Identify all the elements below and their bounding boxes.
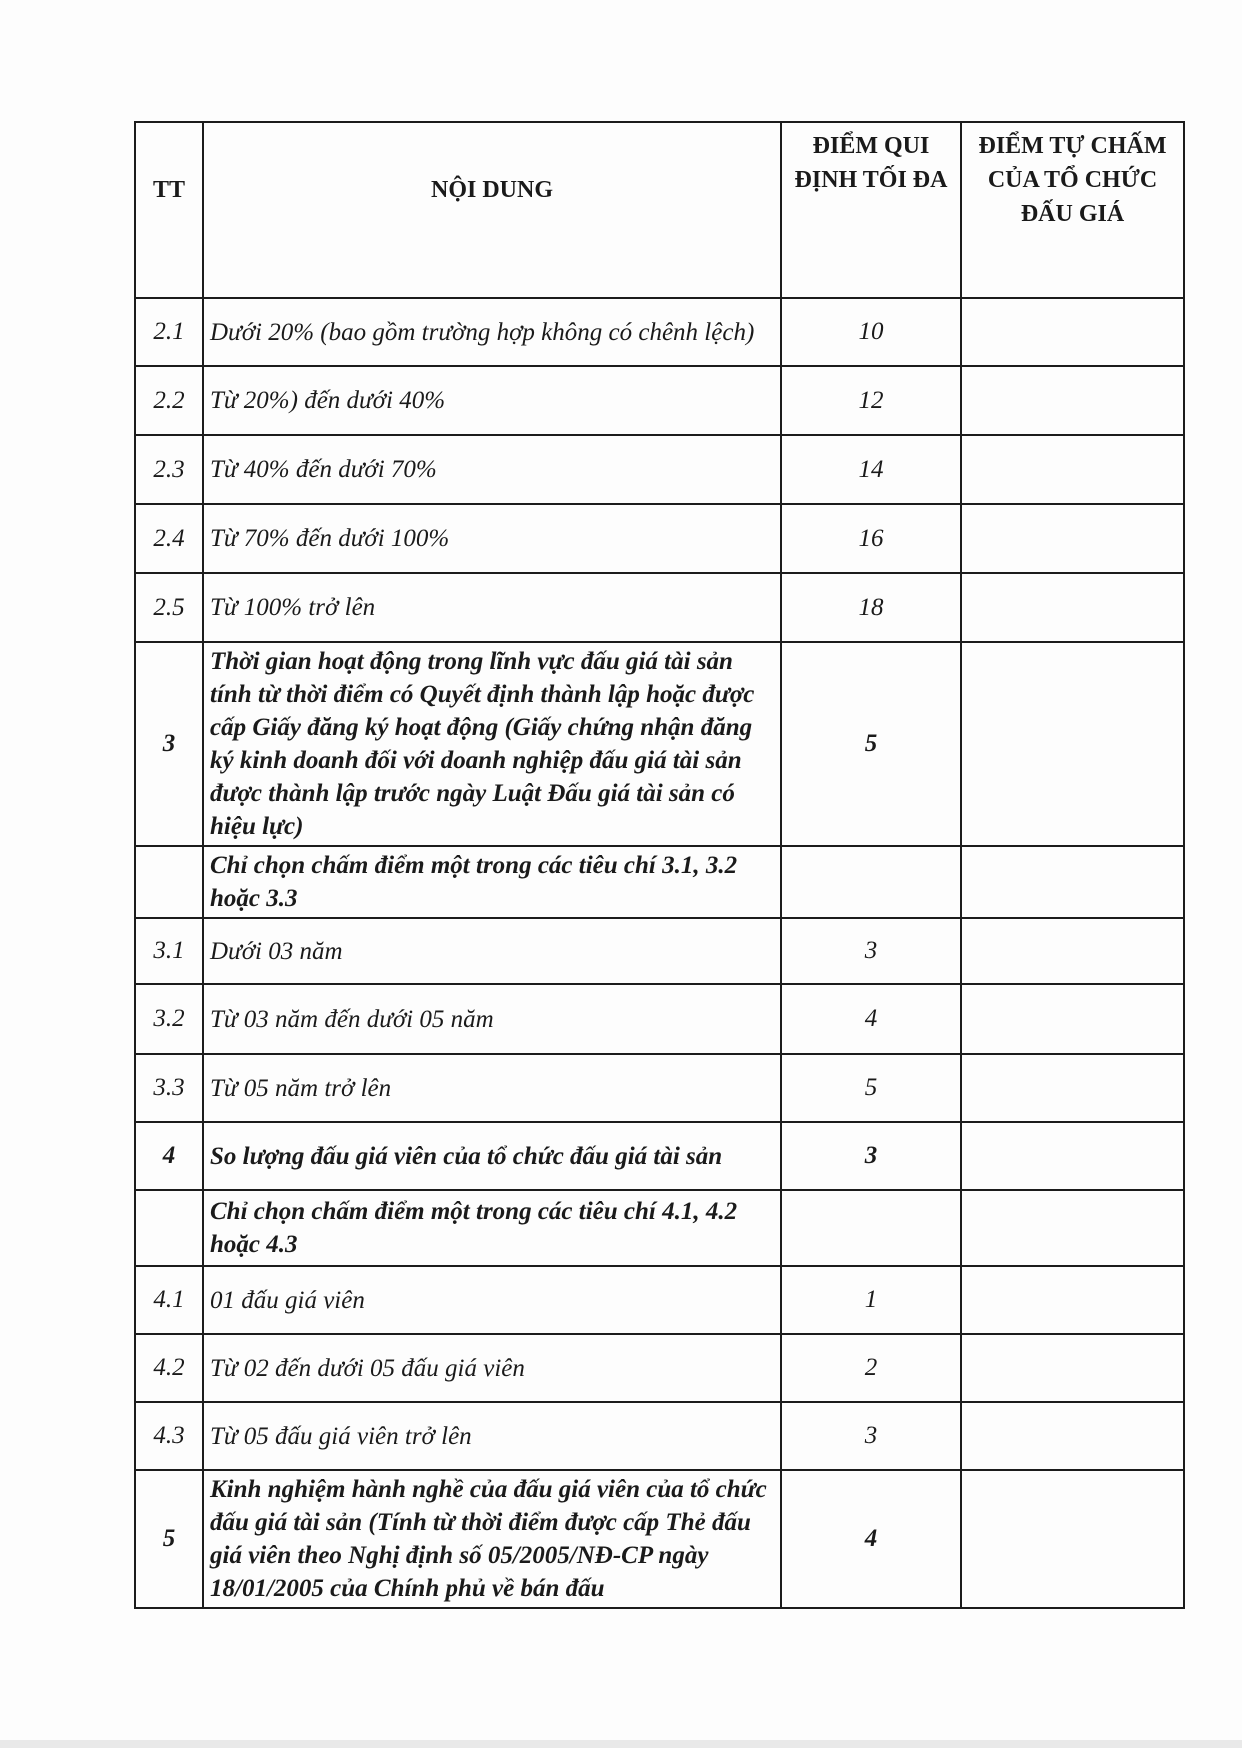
row-self-score <box>961 1470 1184 1608</box>
row-content: Từ 20%) đến dưới 40% <box>203 366 781 435</box>
row-self-score <box>961 642 1184 846</box>
row-content: So lượng đấu giá viên của tổ chức đấu giá tài sản <box>203 1122 781 1190</box>
row-tt <box>135 1190 203 1266</box>
row-tt: 4 <box>135 1122 203 1190</box>
row-tt: 2.4 <box>135 504 203 573</box>
table-row <box>135 1054 1184 1122</box>
row-self-score <box>961 1122 1184 1190</box>
row-max-score: 3 <box>781 918 961 984</box>
row-content: Từ 40% đến dưới 70% <box>203 435 781 504</box>
row-max-score <box>781 1190 961 1266</box>
row-self-score <box>961 984 1184 1054</box>
row-content: Chỉ chọn chấm điểm một trong các tiêu chí 3.1, 3.2 hoặc 3.3 <box>203 846 781 918</box>
row-max-score: 2 <box>781 1334 961 1402</box>
row-max-score <box>781 846 961 918</box>
row-tt: 5 <box>135 1470 203 1608</box>
row-tt: 4.2 <box>135 1334 203 1402</box>
row-tt: 3.1 <box>135 918 203 984</box>
row-self-score <box>961 1266 1184 1334</box>
row-self-score <box>961 1054 1184 1122</box>
row-self-score <box>961 573 1184 642</box>
row-tt: 2.3 <box>135 435 203 504</box>
table-row <box>135 366 1184 435</box>
row-max-score: 5 <box>781 1054 961 1122</box>
row-content: Từ 100% trở lên <box>203 573 781 642</box>
table-row <box>135 504 1184 573</box>
row-content: Thời gian hoạt động trong lĩnh vực đấu giá tài sản tính từ thời điểm có Quyết định thành lập hoặc được cấp Giấy đăng ký hoạt động (Giấy chứng nhận đăng ký kinh doanh đối với doanh nghiệp đấu giá tài sản được thành lập trước ngày Luật Đấu giá tài sản có hiệu lực) <box>203 642 781 846</box>
row-content: Từ 05 năm trở lên <box>203 1054 781 1122</box>
table-row <box>135 1402 1184 1470</box>
row-content: Từ 02 đến dưới 05 đấu giá viên <box>203 1334 781 1402</box>
row-max-score: 4 <box>781 1470 961 1608</box>
page-bottom-edge <box>0 1740 1242 1748</box>
row-content: Từ 05 đấu giá viên trở lên <box>203 1402 781 1470</box>
row-max-score: 18 <box>781 573 961 642</box>
row-tt: 3.3 <box>135 1054 203 1122</box>
row-content: Dưới 03 năm <box>203 918 781 984</box>
row-max-score: 1 <box>781 1266 961 1334</box>
row-content: Từ 03 năm đến dưới 05 năm <box>203 984 781 1054</box>
table-row <box>135 1266 1184 1334</box>
row-max-score: 12 <box>781 366 961 435</box>
row-tt: 2.5 <box>135 573 203 642</box>
row-max-score: 4 <box>781 984 961 1054</box>
row-tt: 3 <box>135 642 203 846</box>
row-content: Dưới 20% (bao gồm trường hợp không có chênh lệch) <box>203 298 781 366</box>
table-row <box>135 642 1184 846</box>
table-row <box>135 1470 1184 1608</box>
row-self-score <box>961 504 1184 573</box>
table-row <box>135 435 1184 504</box>
row-tt: 3.2 <box>135 984 203 1054</box>
header-max-score: ĐIỂM QUI ĐỊNH TỐI ĐA <box>781 122 961 298</box>
table-row <box>135 573 1184 642</box>
row-content: 01 đấu giá viên <box>203 1266 781 1334</box>
row-content: Chỉ chọn chấm điểm một trong các tiêu chí 4.1, 4.2 hoặc 4.3 <box>203 1190 781 1266</box>
table-row <box>135 846 1184 918</box>
row-self-score <box>961 366 1184 435</box>
table-row <box>135 1334 1184 1402</box>
row-max-score: 10 <box>781 298 961 366</box>
row-content: Kinh nghiệm hành nghề của đấu giá viên của tổ chức đấu giá tài sản (Tính từ thời điểm được cấp Thẻ đấu giá viên theo Nghị định số 05/2005/NĐ-CP ngày 18/01/2005 của Chính phủ về bán đấu <box>203 1470 781 1608</box>
row-max-score: 5 <box>781 642 961 846</box>
header-content: NỘI DUNG <box>203 122 781 298</box>
row-max-score: 3 <box>781 1402 961 1470</box>
row-tt <box>135 846 203 918</box>
row-self-score <box>961 298 1184 366</box>
row-tt: 4.1 <box>135 1266 203 1334</box>
table-row <box>135 984 1184 1054</box>
row-tt: 4.3 <box>135 1402 203 1470</box>
header-tt: TT <box>135 122 203 298</box>
table-row <box>135 918 1184 984</box>
row-self-score <box>961 435 1184 504</box>
table-row <box>135 298 1184 366</box>
header-self-score: ĐIỂM TỰ CHẤM CỦA TỔ CHỨC ĐẤU GIÁ <box>961 122 1184 298</box>
row-content: Từ 70% đến dưới 100% <box>203 504 781 573</box>
row-max-score: 14 <box>781 435 961 504</box>
scoring-table <box>134 121 1185 1609</box>
row-max-score: 16 <box>781 504 961 573</box>
row-tt: 2.1 <box>135 298 203 366</box>
row-self-score <box>961 1190 1184 1266</box>
row-self-score <box>961 846 1184 918</box>
row-max-score: 3 <box>781 1122 961 1190</box>
row-tt: 2.2 <box>135 366 203 435</box>
row-self-score <box>961 1402 1184 1470</box>
row-self-score <box>961 918 1184 984</box>
row-self-score <box>961 1334 1184 1402</box>
table-row <box>135 1190 1184 1266</box>
table-header-row <box>135 122 1184 298</box>
table-row <box>135 1122 1184 1190</box>
